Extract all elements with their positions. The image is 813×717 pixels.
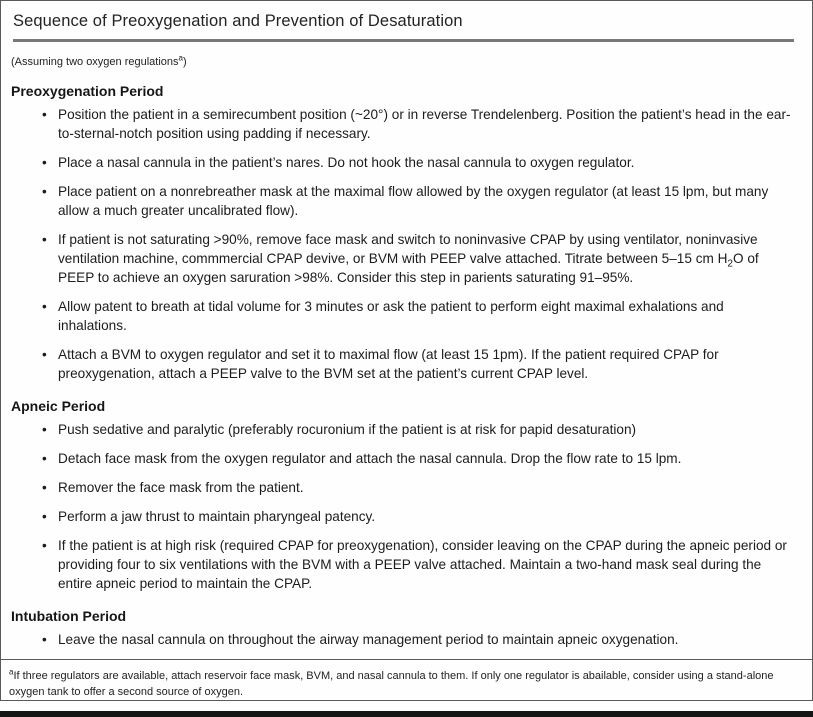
list-item: • Place patient on a nonrebreather mask at the maximal flow allowed by the oxygen regulator (at least 15 lpm, but many allow a much greater uncalibrated flow). [41,182,796,220]
footnote-marker: a [9,667,14,677]
list-item: • Leave the nasal cannula on throughout the airway management period to maintain apneic oxygenation. [41,630,796,649]
subtitle [11,53,796,68]
section-heading-preoxygenation: Preoxygenation Period [11,83,164,99]
list-item-text: If patient is not saturating >90%, remove face mask and switch to noninvasive CPAP by using ventilator, noninvasive ventilation machine, commmercial CPAP devive, or BVM with PEEP valve attached. Titrate between 5–15 cm H [58,232,758,266]
list-item: • Detach face mask from the oxygen regulator and attach the nasal cannula. Drop the flow rate to 15 lpm. [41,449,796,468]
bullet-list-intubation [41,630,796,649]
list-item [41,230,796,287]
list-item: • Position the patient in a semirecumbent position (~20°) or in reverse Trendelenberg. Position the patient’s head in the ear-to-sternal-notch position using padding if necessary. [41,105,796,143]
h2o-subscript: 2 [727,258,733,270]
list-item: • Remover the face mask from the patient. [41,478,796,497]
subtitle-footnote-marker: a [178,53,183,63]
list-item: • Attach a BVM to oxygen regulator and set it to maximal flow (at least 15 1pm). If the patient required CPAP for preoxygenation, attach a PEEP valve to the BVM set at the patient’s current CPAP level. [41,345,796,383]
footnote [1,659,812,700]
page-inner [1,1,812,700]
subtitle-close: ) [182,56,187,68]
section-heading-apneic: Apneic Period [11,398,106,414]
list-item: • Push sedative and paralytic (preferably rocuronium if the patient is at risk for papid desaturation) [41,420,796,439]
title-divider [13,39,794,42]
bullet-list-preoxygenation [41,105,796,383]
list-item: • If the patient is at high risk (required CPAP for preoxygenation), consider leaving on the CPAP during the apneic period or providing four to six ventilations with the BVM with a PEEP valve attached. Maintain a two-hand mask seal during the entire apneic period to maintain the CPAP. [41,536,796,593]
list-item: • Perform a jaw thrust to maintain pharyngeal patency. [41,507,796,526]
bullet-list-apneic [41,420,796,593]
footnote-text: If three regulators are available, attach reservoir face mask, BVM, and nasal cannula to them. If only one regulator is abailable, consider using a stand-alone oxygen tank to offer a second source of oxygen. [9,670,774,698]
list-item: • Allow patent to breath at tidal volume for 3 minutes or ask the patient to perform eight maximal exhalations and inhalations. [41,297,796,335]
bottom-rule [0,711,813,717]
section-heading-intubation: Intubation Period [11,608,127,624]
page-content [1,1,812,659]
page-title: Sequence of Preoxygenation and Prevention of Desaturation [13,12,463,30]
subtitle-text: (Assuming two oxygen regulations [11,56,179,68]
list-item-text: O of PEEP to achieve an oxygen saruration >98%. Consider this step in parients saturating 91–95%. [58,251,759,285]
list-item: • Place a nasal cannula in the patient’s nares. Do not hook the nasal cannula to oxygen regulator. [41,153,796,172]
